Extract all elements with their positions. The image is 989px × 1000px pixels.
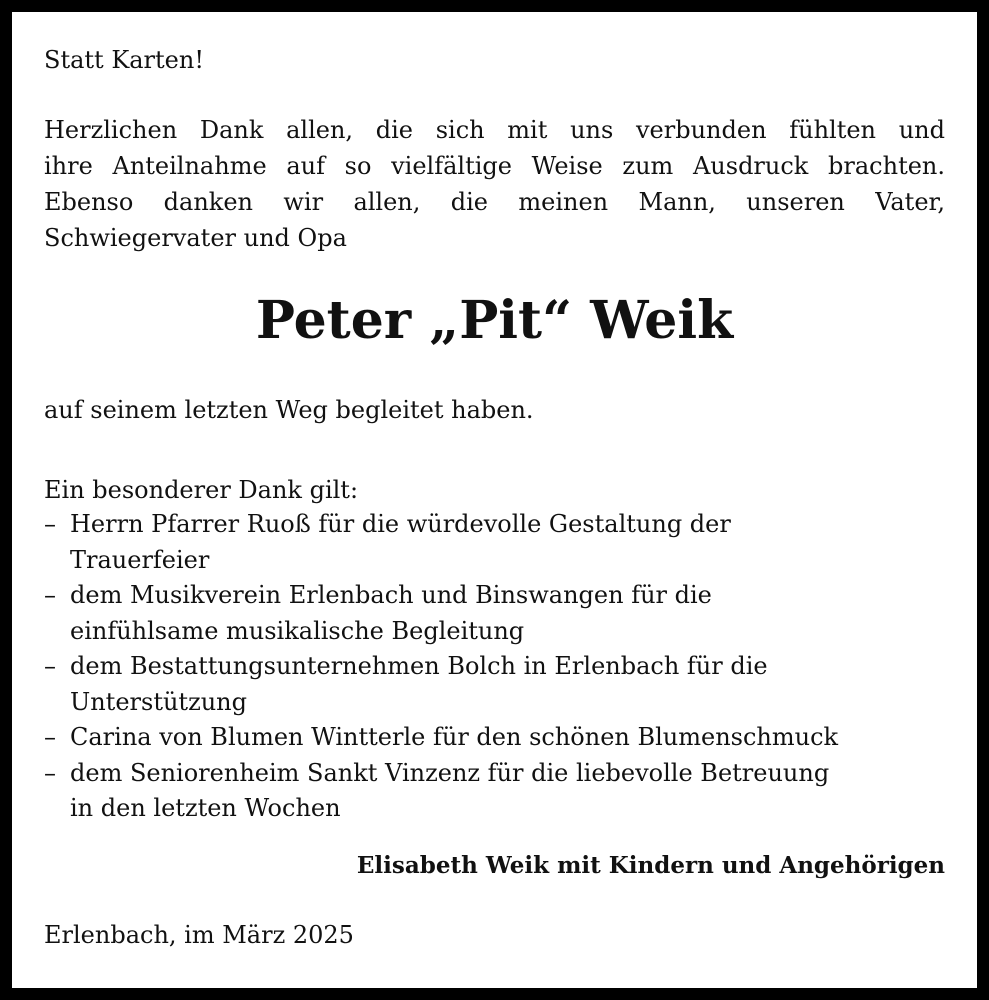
dash-bullet: –	[44, 652, 56, 680]
list-item	[44, 649, 838, 720]
intro-line: Herzlichen Dank allen, die sich mit uns verbunden fühlten und	[44, 116, 945, 144]
list-item-line: dem Bestattungsunternehmen Bolch in Erlenbach für die	[70, 652, 768, 680]
dash-bullet: –	[44, 510, 56, 538]
thanks-list	[44, 507, 838, 827]
list-item	[44, 507, 838, 578]
list-item-line: in den letzten Wochen	[70, 794, 341, 822]
list-item-line: einfühlsame musikalische Begleitung	[70, 616, 525, 645]
list-item	[44, 756, 838, 827]
list-item-line: dem Musikverein Erlenbach und Binswangen für die	[70, 581, 712, 609]
thanks-heading: Ein besonderer Dank gilt:	[44, 476, 359, 504]
signature: Elisabeth Weik mit Kindern und Angehörigen	[356, 852, 945, 879]
list-item-line: Unterstützung	[70, 687, 247, 716]
list-item	[44, 720, 838, 756]
intro-line: Schwiegervater und Opa	[44, 224, 347, 252]
deceased-name: Peter „Pit“ Weik	[255, 290, 734, 351]
place-date: Erlenbach, im März 2025	[44, 921, 354, 949]
list-item-line: dem Seniorenheim Sankt Vinzenz für die liebevolle Betreuung	[70, 758, 830, 787]
intro-line: ihre Anteilnahme auf so vielfältige Weise zum Ausdruck brachten.	[44, 152, 945, 180]
intro-line: Ebenso danken wir allen, die meinen Mann, unseren Vater,	[44, 188, 945, 216]
dash-bullet: –	[44, 581, 56, 609]
list-item	[44, 578, 838, 649]
list-item-line: Carina von Blumen Wintterle für den schönen Blumenschmuck	[70, 723, 839, 751]
list-item-line: Trauerfeier	[70, 545, 210, 574]
dash-bullet: –	[44, 723, 56, 751]
after-name-text: auf seinem letzten Weg begleitet haben.	[44, 396, 534, 424]
dash-bullet: –	[44, 758, 56, 787]
intro-paragraph	[44, 112, 945, 256]
greeting: Statt Karten!	[44, 46, 204, 74]
list-item-line: Herrn Pfarrer Ruoß für die würdevolle Gestaltung der	[70, 510, 731, 538]
